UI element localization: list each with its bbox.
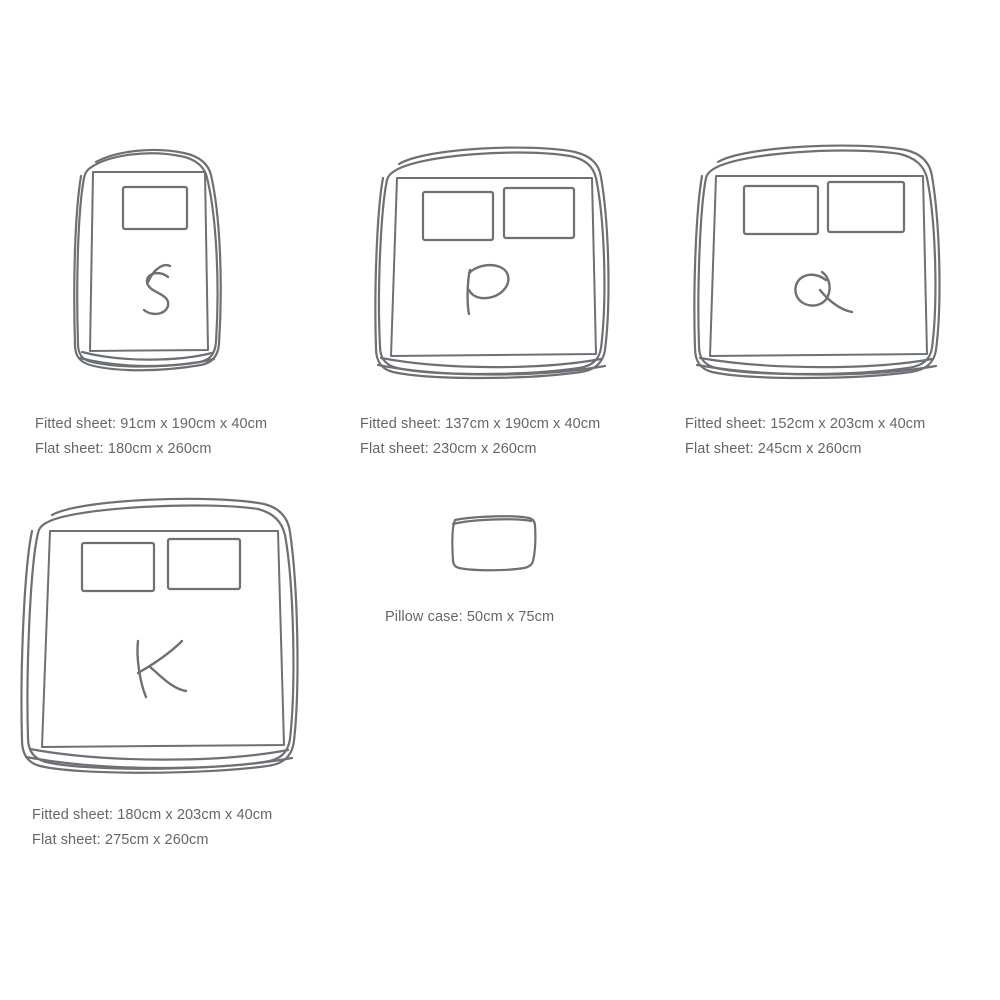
pillow-case-sketch xyxy=(385,495,615,595)
caption-line: Fitted sheet: 91cm x 190cm x 40cm xyxy=(35,416,268,432)
caption-line: Fitted sheet: 180cm x 203cm x 40cm xyxy=(32,807,273,823)
caption-line: Flat sheet: 230cm x 260cm xyxy=(360,441,537,457)
caption-pillow-case xyxy=(385,605,554,630)
double-bed-sketch xyxy=(355,130,635,390)
king-bed-sketch xyxy=(10,485,320,785)
single-bed-sketch xyxy=(30,130,260,390)
caption-line: Flat sheet: 245cm x 260cm xyxy=(685,441,862,457)
caption-line: Flat sheet: 180cm x 260cm xyxy=(35,441,212,457)
queen-bed-sketch xyxy=(680,130,970,390)
caption-line: Pillow case: 50cm x 75cm xyxy=(385,609,555,625)
caption-single xyxy=(35,412,267,462)
caption-king xyxy=(32,803,272,853)
caption-line: Flat sheet: 275cm x 260cm xyxy=(32,832,209,848)
caption-line: Fitted sheet: 152cm x 203cm x 40cm xyxy=(685,416,926,432)
caption-line: Fitted sheet: 137cm x 190cm x 40cm xyxy=(360,416,601,432)
caption-double xyxy=(360,412,600,462)
caption-queen xyxy=(685,412,925,462)
